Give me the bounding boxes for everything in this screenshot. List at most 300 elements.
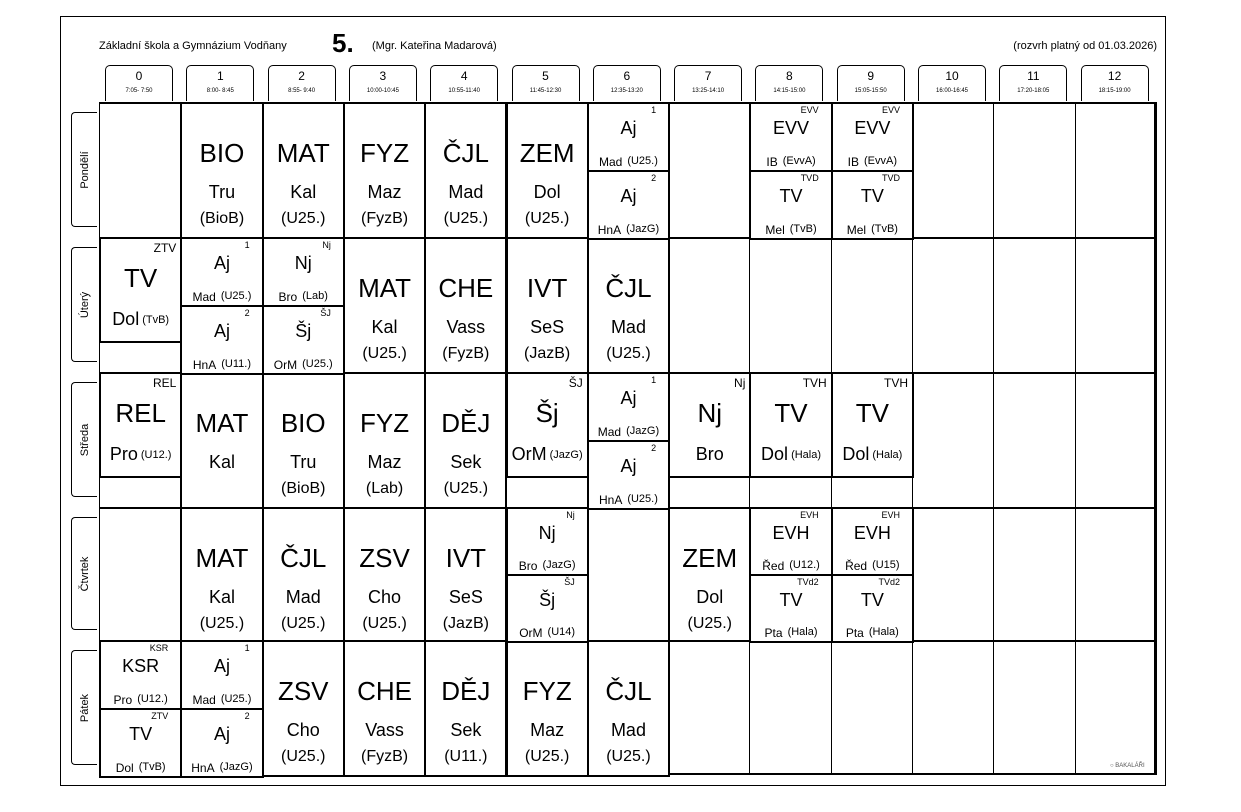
lesson-teacher-room [184, 290, 259, 304]
logo-icon: ○ [1110, 763, 1114, 769]
lesson-room: (JazB) [442, 615, 489, 632]
lesson-cell[interactable] [668, 372, 751, 478]
lesson-subject: TV [129, 724, 153, 744]
split-lesson-bottom[interactable] [180, 708, 263, 778]
lesson-cell[interactable] [180, 507, 263, 642]
lesson-subject: Aj [213, 656, 230, 676]
day-name: Úterý [78, 291, 91, 318]
lesson-room: (Lab) [302, 290, 328, 302]
grid-column-line [993, 102, 994, 775]
lesson-room: (U25.) [362, 615, 407, 632]
lesson-group: EVH [800, 510, 819, 520]
lesson-teacher-room [266, 358, 341, 372]
lesson-group: ZTV [153, 241, 177, 255]
lesson-cell[interactable] [262, 640, 345, 777]
lesson-teacher-room [184, 358, 259, 372]
lesson-subject: EVV [773, 118, 810, 138]
lesson-cell[interactable] [668, 507, 751, 642]
grid-column-line [1156, 102, 1157, 775]
lesson-teacher: Dol [533, 182, 561, 202]
class-teacher: (Mgr. Kateřina Madarová) [372, 40, 497, 52]
lesson-cell[interactable] [262, 102, 345, 239]
period-header-5 [512, 65, 580, 101]
lesson-group: TVH [883, 376, 908, 390]
lesson-teacher: Kal [290, 182, 317, 202]
period-header-3 [349, 65, 417, 101]
lesson-subject: ZSV [359, 543, 410, 573]
lesson-teacher-room [835, 626, 910, 640]
lesson-group: 1 [651, 375, 657, 385]
lesson-teacher-room [184, 693, 259, 707]
school-name: Základní škola a Gymnázium Vodňany [99, 40, 287, 52]
lesson-room: (U25.) [606, 345, 651, 362]
lesson-teacher: OrM [511, 444, 547, 464]
lesson-room: (U12.) [140, 449, 172, 461]
lesson-teacher-room [591, 223, 666, 237]
lesson-teacher: Mad [610, 317, 646, 337]
lesson-teacher: Pro [109, 444, 138, 464]
lesson-group: Nj [734, 376, 746, 390]
lesson-subject: EVH [853, 523, 891, 543]
period-header-8 [755, 65, 823, 101]
split-lesson-bottom[interactable] [587, 440, 670, 510]
lesson-cell[interactable] [831, 372, 914, 478]
grid-column-line [1075, 102, 1076, 775]
lesson-cell[interactable] [424, 372, 507, 509]
lesson-teacher: Dol [842, 444, 870, 464]
lesson-group: EVH [881, 510, 900, 520]
split-lesson-top[interactable] [180, 640, 263, 710]
lesson-subject: Aj [213, 253, 230, 273]
lesson-subject: CHE [357, 676, 412, 706]
lesson-group: KSR [149, 643, 169, 653]
split-lesson-bottom[interactable] [831, 170, 914, 240]
lesson-cell[interactable] [587, 237, 670, 374]
lesson-teacher: Cho [368, 587, 402, 607]
split-lesson-top[interactable] [749, 507, 832, 576]
lesson-subject: ZSV [277, 676, 329, 706]
lesson-subject: FYZ [359, 408, 410, 438]
valid-from: (rozvrh platný od 01.03.2026) [1013, 40, 1157, 52]
split-lesson-top[interactable] [587, 372, 670, 442]
day-label [71, 382, 97, 497]
lesson-teacher: OrM [519, 626, 543, 640]
lesson-teacher-room [835, 155, 910, 169]
split-lesson-bottom[interactable] [749, 170, 832, 240]
lesson-subject: ČJL [605, 273, 652, 303]
lesson-teacher: Bro [518, 559, 538, 573]
period-header-6 [593, 65, 661, 101]
lesson-group: 1 [651, 105, 657, 115]
day-label [71, 112, 97, 227]
lesson-room: (TvB) [138, 761, 166, 773]
lesson-room: (U25.) [302, 358, 333, 370]
lesson-subject: KSR [122, 656, 160, 676]
lesson-subject: IVT [526, 273, 568, 303]
split-lesson-bottom[interactable] [831, 574, 914, 643]
lesson-teacher: Bro [695, 444, 724, 464]
lesson-teacher-room [835, 444, 910, 465]
split-lesson-top[interactable] [749, 102, 832, 172]
lesson-teacher: Maz [530, 720, 565, 740]
lesson-subject: BIO [280, 408, 326, 438]
lesson-subject: BIO [199, 138, 245, 168]
lesson-cell[interactable] [343, 237, 426, 374]
lesson-group: TVd2 [878, 577, 900, 587]
split-lesson-bottom[interactable] [99, 708, 182, 778]
lesson-teacher-room [591, 493, 666, 507]
lesson-teacher: OrM [273, 358, 298, 372]
lesson-teacher: Řed [845, 559, 868, 573]
lesson-teacher: Mad [448, 182, 484, 202]
lesson-teacher: HnA [191, 761, 215, 775]
split-lesson-top[interactable] [831, 507, 914, 576]
lesson-teacher: Mad [597, 425, 622, 439]
bakalari-logo [1110, 763, 1145, 769]
lesson-cell[interactable] [180, 372, 263, 509]
period-time: 7:05- 7:50 [125, 88, 153, 94]
lesson-group: TVD [881, 173, 900, 183]
lesson-cell[interactable] [424, 102, 507, 239]
lesson-subject: Aj [620, 388, 637, 408]
lesson-subject: TV [774, 398, 808, 428]
lesson-room: (U11.) [221, 358, 251, 370]
lesson-teacher: Maz [367, 182, 402, 202]
split-lesson-bottom[interactable] [587, 170, 670, 240]
lesson-teacher: Mel [846, 223, 867, 237]
lesson-subject: ZEM [519, 138, 575, 168]
lesson-subject: FYZ [359, 138, 410, 168]
lesson-teacher: Bro [278, 290, 298, 304]
lesson-room: (U25.) [443, 480, 489, 497]
lesson-room: (Lab) [365, 480, 404, 497]
lesson-cell[interactable] [749, 372, 832, 478]
lesson-teacher: Maz [367, 452, 402, 472]
lesson-teacher: IB [847, 155, 859, 169]
lesson-teacher: Kal [208, 587, 235, 607]
period-header-7 [674, 65, 742, 101]
period-time: 12:35-13:20 [610, 88, 643, 94]
lesson-room: (U12.) [137, 693, 168, 705]
lesson-teacher: HnA [192, 358, 217, 372]
lesson-subject: MAT [358, 273, 412, 303]
lesson-teacher-room [103, 309, 178, 330]
lesson-cell[interactable] [343, 102, 426, 239]
lesson-room: (JazB) [524, 345, 571, 362]
lesson-teacher: Pta [845, 626, 864, 640]
period-number: 1 [216, 69, 224, 83]
lesson-cell[interactable] [587, 640, 670, 777]
lesson-room: (U25.) [281, 615, 326, 632]
lesson-group: TVH [802, 376, 827, 390]
lesson-teacher: HnA [598, 493, 623, 507]
lesson-room: (U25.) [281, 210, 326, 227]
lesson-cell[interactable] [424, 237, 507, 374]
lesson-room: (Hala) [868, 626, 899, 638]
lesson-cell[interactable] [506, 372, 589, 478]
lesson-subject: ČJL [280, 543, 327, 573]
day-name: Pátek [78, 693, 91, 722]
lesson-teacher-room [753, 223, 828, 237]
lesson-teacher-room [753, 444, 828, 465]
lesson-room: (JazG) [626, 223, 660, 235]
lesson-room: (Hala) [791, 449, 822, 461]
lesson-cell[interactable] [343, 640, 426, 777]
lesson-group: Nj [566, 510, 575, 520]
lesson-subject: CHE [438, 273, 494, 303]
day-name: Čtvrtek [78, 556, 91, 591]
lesson-subject: TV [860, 590, 884, 610]
split-lesson-top[interactable] [262, 237, 345, 307]
lesson-teacher: Vass [446, 317, 486, 337]
day-name: Pondělí [78, 150, 91, 189]
period-number: 7 [704, 69, 712, 83]
period-header-10 [918, 65, 986, 101]
period-time: 18:15-19:00 [1098, 88, 1131, 94]
lesson-group: ZTV [151, 711, 169, 721]
lesson-teacher: HnA [597, 223, 622, 237]
lesson-cell[interactable] [262, 372, 345, 509]
period-time: 17:20-18:05 [1017, 88, 1050, 94]
lesson-subject: ČJL [605, 676, 652, 706]
lesson-group: 1 [244, 643, 250, 653]
lesson-teacher: Kal [371, 317, 398, 337]
lesson-group: 1 [244, 240, 250, 250]
lesson-subject: TV [779, 186, 803, 206]
lesson-teacher: SeS [448, 587, 483, 607]
lesson-teacher: Mad [192, 290, 216, 304]
lesson-teacher-room [510, 559, 585, 573]
lesson-cell[interactable] [262, 507, 345, 642]
lesson-room: (U25.) [627, 493, 658, 505]
lesson-group: 2 [651, 173, 657, 183]
lesson-cell[interactable] [343, 507, 426, 642]
lesson-subject: DĚJ [441, 408, 491, 438]
split-lesson-bottom[interactable] [749, 574, 832, 643]
lesson-teacher-room [510, 444, 585, 465]
period-number: 6 [623, 69, 631, 83]
lesson-group: TVD [800, 173, 819, 183]
period-time: 8:55- 9:40 [288, 88, 316, 94]
lesson-room: (FyzB) [360, 210, 409, 227]
lesson-group: 2 [651, 443, 657, 453]
period-number: 8 [786, 69, 793, 83]
lesson-teacher: Tru [208, 182, 236, 202]
lesson-teacher: Cho [286, 720, 320, 740]
lesson-teacher-room [753, 559, 828, 573]
split-lesson-top[interactable] [831, 102, 914, 172]
day-label [71, 517, 97, 630]
period-time: 10:00-10:45 [366, 88, 399, 94]
period-number: 10 [945, 69, 959, 83]
lesson-teacher-room [103, 761, 178, 775]
lesson-group: EVV [800, 105, 819, 115]
lesson-subject: Aj [620, 118, 637, 138]
period-number: 12 [1107, 69, 1122, 83]
lesson-teacher-room [591, 155, 666, 169]
lesson-teacher-room [835, 223, 910, 237]
day-label [71, 247, 97, 362]
lesson-group: 2 [244, 711, 250, 721]
lesson-subject: TV [124, 263, 158, 293]
lesson-room: (TvB) [142, 314, 170, 326]
lesson-room: (U14) [547, 626, 576, 638]
lesson-teacher: IB [766, 155, 778, 169]
period-number: 5 [542, 69, 549, 83]
lesson-teacher: Dol [115, 761, 134, 775]
lesson-subject: Šj [295, 321, 312, 341]
lesson-group: ŠJ [564, 577, 575, 587]
lesson-room: (U25.) [199, 615, 245, 632]
lesson-group: ŠJ [320, 308, 331, 318]
lesson-group: REL [152, 376, 177, 390]
period-header-1 [186, 65, 254, 101]
lesson-subject: Nj [697, 398, 723, 428]
lesson-teacher: SeS [530, 317, 565, 337]
lesson-room: (U25.) [362, 345, 407, 362]
lesson-room: (U25.) [524, 748, 570, 765]
lesson-subject: MAT [276, 138, 330, 168]
lesson-cell[interactable] [99, 237, 182, 343]
lesson-subject: Nj [538, 523, 556, 543]
lesson-room: (U25.) [220, 693, 252, 705]
lesson-teacher: Mad [610, 720, 646, 740]
lesson-room: (Hala) [872, 449, 903, 461]
period-header-2 [268, 65, 336, 101]
lesson-teacher: Dol [696, 587, 724, 607]
split-lesson-top[interactable] [180, 237, 263, 307]
lesson-teacher: Vass [365, 720, 404, 740]
lesson-subject: Aj [620, 186, 637, 206]
lesson-room: (JazG) [542, 559, 576, 571]
lesson-teacher: Mad [285, 587, 321, 607]
lesson-teacher: Sek [450, 452, 482, 472]
lesson-teacher: Sek [450, 720, 482, 740]
split-lesson-top[interactable] [506, 507, 589, 576]
lesson-room: (U25.) [281, 748, 326, 765]
lesson-room: (BioB) [281, 480, 326, 497]
lesson-cell[interactable] [506, 640, 589, 777]
lesson-room: (U11.) [444, 748, 488, 765]
lesson-subject: REL [115, 398, 166, 428]
lesson-teacher: Dol [112, 309, 140, 329]
period-header-9 [837, 65, 905, 101]
lesson-room: (U25.) [606, 748, 651, 765]
lesson-group: ŠJ [568, 376, 583, 390]
lesson-subject: EVH [772, 523, 810, 543]
lesson-teacher-room [266, 290, 341, 304]
lesson-subject: MAT [195, 543, 249, 573]
day-name: Středa [78, 423, 91, 456]
period-number: 3 [379, 69, 387, 83]
split-lesson-top[interactable] [99, 640, 182, 710]
lesson-room: (TvB) [789, 223, 817, 235]
lesson-subject: TV [855, 398, 889, 428]
period-header-11 [999, 65, 1067, 101]
period-time: 8:00- 8:45 [206, 88, 234, 94]
lesson-teacher-room [672, 444, 747, 465]
split-lesson-bottom[interactable] [180, 305, 263, 375]
lesson-teacher: Mad [192, 693, 216, 707]
lesson-teacher: Tru [290, 452, 317, 472]
lesson-teacher-room [510, 626, 585, 640]
period-time: 14:15-15:00 [773, 88, 806, 94]
lesson-room: (FyzB) [360, 748, 409, 765]
period-time: 13:25-14:10 [692, 88, 725, 94]
lesson-room: (U25.) [524, 210, 570, 227]
lesson-teacher: Dol [761, 444, 789, 464]
lesson-teacher-room [591, 425, 666, 439]
lesson-room: (U15) [872, 559, 900, 571]
lesson-subject: Aj [620, 456, 637, 476]
lesson-subject: Aj [213, 724, 230, 744]
lesson-room: (U25.) [687, 615, 732, 632]
lesson-room: (U25.) [443, 210, 489, 227]
lesson-subject: FYZ [522, 676, 572, 706]
lesson-cell[interactable] [506, 102, 589, 239]
lesson-subject: ČJL [442, 138, 489, 168]
lesson-cell[interactable] [99, 372, 182, 478]
period-header-0 [105, 65, 173, 101]
period-time: 16:00-16:45 [935, 88, 969, 94]
lesson-cell[interactable] [424, 640, 507, 777]
period-number: 0 [135, 69, 143, 83]
lesson-teacher-room [753, 155, 828, 169]
lesson-group: EVV [881, 105, 900, 115]
lesson-teacher-room [835, 559, 910, 573]
lesson-teacher: Pta [764, 626, 783, 640]
lesson-cell[interactable] [180, 102, 263, 239]
lesson-room: (FyzB) [442, 345, 490, 362]
lesson-subject: DĚJ [441, 676, 491, 706]
lesson-group: 2 [244, 308, 250, 318]
lesson-cell[interactable] [343, 372, 426, 509]
split-lesson-bottom[interactable] [506, 574, 589, 643]
period-time: 11:45-12:30 [529, 88, 562, 94]
lesson-subject: ZEM [682, 543, 738, 573]
period-header-4 [430, 65, 498, 101]
lesson-room: (TvB) [871, 223, 898, 235]
split-lesson-bottom[interactable] [262, 305, 345, 375]
period-time: 10:55-11:40 [448, 88, 480, 94]
lesson-teacher: Mad [598, 155, 623, 169]
lesson-subject: Aj [213, 321, 230, 341]
lesson-teacher: Mel [765, 223, 785, 237]
lesson-subject: TV [779, 590, 803, 610]
lesson-room: (JazG) [219, 761, 253, 773]
lesson-group: Nj [322, 240, 331, 250]
period-number: 9 [867, 69, 875, 83]
lesson-teacher-room [103, 444, 178, 465]
lesson-subject: TV [860, 186, 884, 206]
lesson-room: (U25.) [220, 290, 252, 302]
class-name: 5. [332, 28, 354, 58]
lesson-group: TVd2 [797, 577, 819, 587]
lesson-room: (U25.) [627, 155, 658, 167]
lesson-cell[interactable] [506, 237, 589, 374]
lesson-teacher-room [103, 693, 178, 707]
lesson-subject: Šj [539, 590, 556, 610]
split-lesson-top[interactable] [587, 102, 670, 172]
lesson-subject: Šj [535, 398, 559, 428]
lesson-room: (EvvA) [864, 155, 897, 167]
lesson-room: (EvvA) [782, 155, 816, 167]
lesson-room: (U12.) [789, 559, 820, 571]
lesson-teacher-room [753, 626, 828, 640]
lesson-cell[interactable] [424, 507, 507, 642]
day-label [71, 650, 97, 765]
lesson-teacher: Kal [208, 452, 235, 472]
